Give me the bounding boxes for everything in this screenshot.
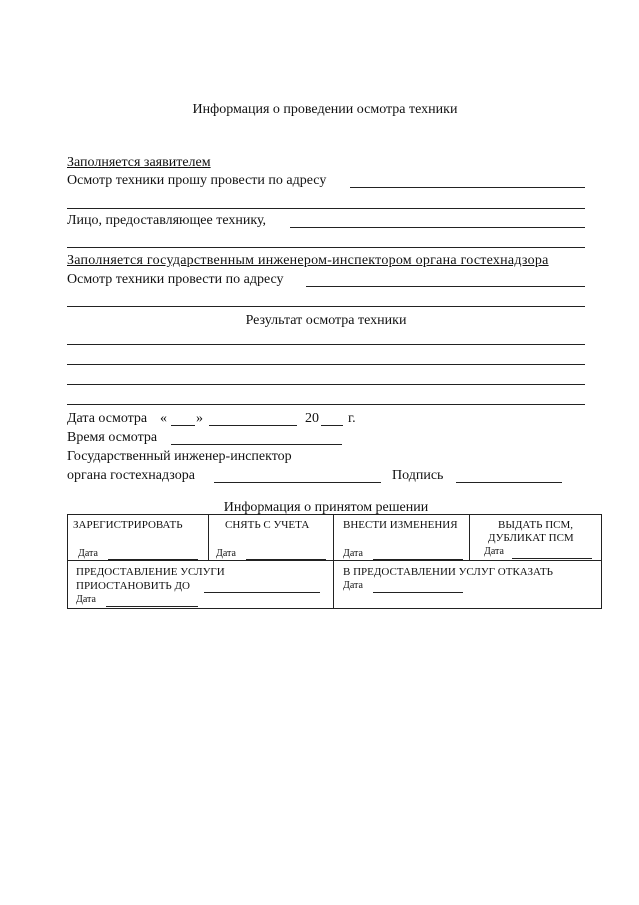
person-providing-line-2[interactable]	[67, 247, 585, 248]
inspection-date-label: Дата осмотра	[67, 411, 148, 426]
decision-date-label: Дата	[343, 580, 363, 591]
decision-cell-title-line-2: ДУБЛИКАТ ПСМ	[488, 532, 574, 544]
year-prefix: 20	[305, 411, 319, 426]
decision-date-label: Дата	[76, 594, 96, 605]
decision-date-line[interactable]	[373, 592, 463, 593]
decision-heading: Информация о принятом решении	[223, 500, 429, 515]
decision-date-label: Дата	[343, 548, 363, 559]
year-suffix: г.	[348, 411, 356, 426]
applicant-section-heading: Заполняется заявителем	[67, 155, 211, 170]
decision-cell-make-changes[interactable]	[333, 514, 470, 561]
decision-date-line[interactable]	[512, 558, 592, 559]
decision-cell-title: СНЯТЬ С УЧЕТА	[225, 519, 310, 531]
inspector-name-line[interactable]	[214, 482, 381, 483]
decision-date-line[interactable]	[106, 606, 198, 607]
inspector-address-line[interactable]	[306, 286, 585, 287]
result-line-3[interactable]	[67, 384, 585, 385]
day-line[interactable]	[171, 425, 195, 426]
decision-cell-deregister[interactable]	[208, 514, 334, 561]
applicant-address-line-2[interactable]	[67, 208, 585, 209]
decision-date-label: Дата	[216, 548, 236, 559]
decision-cell-title-line-1: ВЫДАТЬ ПСМ,	[498, 519, 574, 531]
date-open-quote: «	[160, 411, 167, 426]
year-line[interactable]	[321, 425, 343, 426]
signature-label: Подпись	[392, 468, 444, 483]
decision-cell-refuse-service[interactable]	[333, 560, 602, 609]
person-providing-label: Лицо, предоставляющее технику,	[67, 213, 267, 228]
date-close-quote: »	[196, 411, 203, 426]
inspector-address-label: Осмотр техники провести по адресу	[67, 272, 284, 287]
inspector-label-line-1: Государственный инженер-инспектор	[67, 449, 292, 464]
inspection-time-label: Время осмотра	[67, 430, 158, 445]
person-providing-line[interactable]	[290, 227, 585, 228]
decision-cell-issue-psm[interactable]	[469, 514, 602, 561]
time-line[interactable]	[171, 444, 342, 445]
decision-cell-suspend-service[interactable]	[67, 560, 334, 609]
document-title: Информация о проведении осмотра техники	[192, 102, 458, 117]
decision-cell-title: ЗАРЕГИСТРИРОВАТЬ	[73, 519, 183, 531]
decision-date-label: Дата	[484, 546, 504, 557]
decision-cell-title: В ПРЕДОСТАВЛЕНИИ УСЛУГ ОТКАЗАТЬ	[343, 566, 553, 578]
month-line[interactable]	[209, 425, 297, 426]
result-heading: Результат осмотра техники	[245, 313, 407, 328]
inspector-address-line-2[interactable]	[67, 306, 585, 307]
applicant-address-line[interactable]	[350, 187, 585, 188]
result-line-2[interactable]	[67, 364, 585, 365]
decision-date-label: Дата	[78, 548, 98, 559]
suspend-until-line[interactable]	[204, 592, 320, 593]
decision-table	[67, 514, 602, 609]
decision-cell-register[interactable]	[67, 514, 209, 561]
inspector-label-line-2: органа гостехнадзора	[67, 468, 195, 483]
decision-cell-title: ВНЕСТИ ИЗМЕНЕНИЯ	[343, 519, 458, 531]
result-line-4[interactable]	[67, 404, 585, 405]
decision-cell-title-line-1: ПРЕДОСТАВЛЕНИЕ УСЛУГИ	[76, 566, 225, 578]
decision-cell-title-line-2: ПРИОСТАНОВИТЬ ДО	[76, 580, 190, 592]
inspector-section-heading: Заполняется государственным инженером-инспектором органа гостехнадзора	[67, 253, 549, 268]
result-line-1[interactable]	[67, 344, 585, 345]
signature-line[interactable]	[456, 482, 562, 483]
applicant-address-label: Осмотр техники прошу провести по адресу	[67, 173, 327, 188]
